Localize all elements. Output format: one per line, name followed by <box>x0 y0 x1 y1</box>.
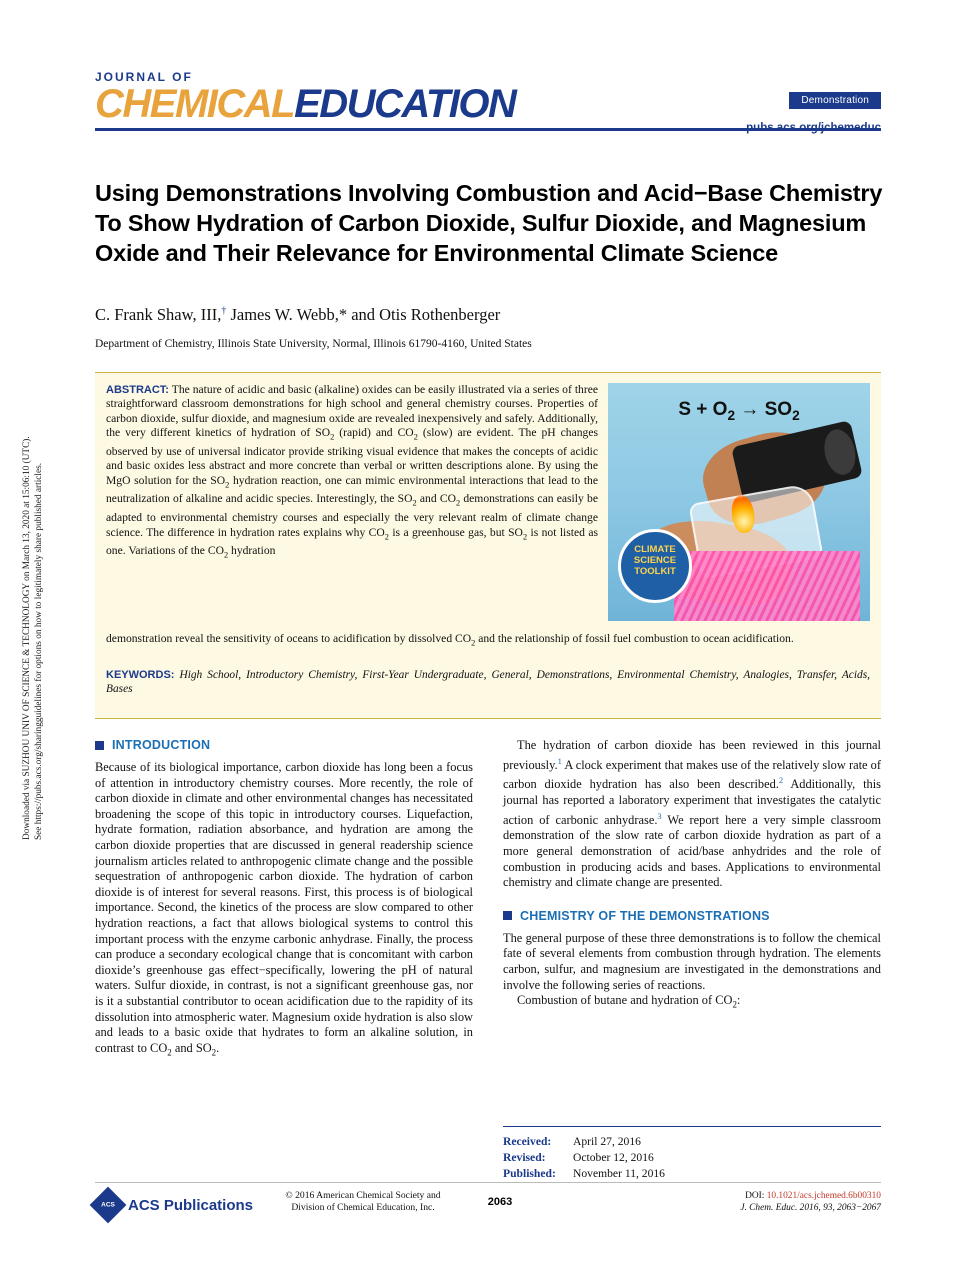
chemistry-paragraph-2: Combustion of butane and hydration of $CO_2$: <box>517 993 741 1010</box>
acs-publications-label: ACS Publications <box>128 1196 254 1214</box>
received-value: April 27, 2016 <box>573 1135 641 1148</box>
keywords-label: KEYWORDS: <box>106 669 175 681</box>
masthead <box>95 70 881 132</box>
revised-label: Revised: <box>503 1151 546 1164</box>
page-title: Using Demonstrations Involving Combustion and Acid−Base Chemistry To Show Hydration of Carbon Dioxide, Sulfur Dioxide, and Magnesium Oxide and Their Relevance for Environmental Climate Science <box>95 180 883 266</box>
toc-graphic <box>608 383 870 621</box>
tube-opening <box>820 426 860 478</box>
copyright-line-1: © 2016 American Chemical Society and <box>285 1190 441 1201</box>
citation: J. Chem. Educ. 2016, 93, 2063−2067 <box>740 1203 881 1213</box>
pink-indicator-solution <box>674 551 860 621</box>
page-number: 2063 <box>487 1196 513 1208</box>
keywords <box>106 668 870 697</box>
abstract-text-wide: demonstration reveal the sensitivity of oceans to acidification by dissolved $CO_2$ and the relationship of fossil fuel combustion to ocean acidification. <box>106 632 794 648</box>
toolkit-line2: SCIENCE <box>633 555 677 566</box>
column-left <box>95 738 473 1061</box>
journal-logo <box>95 84 881 124</box>
download-notice-line2: See https://pubs.acs.org/sharingguidelines for options on how to legitimately share published articles. <box>34 462 44 840</box>
section-marker-icon <box>503 911 512 920</box>
revised-value: October 12, 2016 <box>573 1151 654 1164</box>
toolkit-line1: CLIMATE <box>634 544 676 555</box>
author-list: C. Frank Shaw, III,† James W. Webb,* and Otis Rothenberger <box>95 305 501 324</box>
column-right <box>503 738 881 1013</box>
doi-block <box>740 1190 881 1214</box>
journal-logo-education: EDUCATION <box>294 82 516 126</box>
chemistry-body <box>503 931 881 1013</box>
section-heading-chemistry-label: CHEMISTRY OF THE DEMONSTRATIONS <box>520 908 770 923</box>
article-type-badge: Demonstration <box>789 92 881 109</box>
toc-equation: $S + O_2 \to SO_2$ <box>678 399 800 423</box>
abstract-text <box>106 383 598 563</box>
published-row <box>503 1166 881 1182</box>
doi-row <box>740 1190 881 1202</box>
journal-of-label: JOURNAL OF <box>95 70 193 84</box>
introduction-body <box>95 760 473 1061</box>
acs-publications-logo <box>95 1192 253 1218</box>
doi-label: DOI: <box>745 1191 765 1201</box>
right-column-body <box>503 738 881 891</box>
climate-science-toolkit-badge <box>618 529 692 603</box>
toolkit-line3: TOOLKIT <box>634 566 676 577</box>
download-notice-line1: Downloaded via SUZHOU UNIV OF SCIENCE & TECHNOLOGY on March 13, 2020 at 15:06:10 (UTC). <box>22 436 32 840</box>
masthead-rule <box>95 128 881 131</box>
section-heading-chemistry <box>503 909 881 923</box>
doi-link[interactable]: 10.1021/acs.jchemed.6b00310 <box>766 1191 881 1201</box>
published-label: Published: <box>503 1167 556 1180</box>
right-paragraph-1: The hydration of carbon dioxide has been reviewed in this journal previously.$^1$ A clock experiment that makes use of the relatively slow rate of carbon dioxide hydration has also been described.$^2$ Additionally, this journal has reported a laboratory experiment that investigates the catalytic action of carbonic anhydrase.$^3$ We report here a very simple classroom demonstration of the slow rate of carbon dioxide hydration as part of a more general demonstration of acid/base anhydrides and the role of combustion in producing acids and bases. Applications to environmental chemistry and climate change are presented. <box>503 738 882 890</box>
copyright-line-2: Division of Chemical Education, Inc. <box>291 1202 435 1213</box>
acs-diamond-icon <box>90 1187 127 1224</box>
published-value: November 11, 2016 <box>573 1167 665 1180</box>
section-heading-introduction <box>95 738 473 752</box>
received-row <box>503 1134 881 1150</box>
copyright <box>258 1190 468 1214</box>
affiliation: Department of Chemistry, Illinois State University, Normal, Illinois 61790-4160, United States <box>95 338 532 350</box>
revised-row <box>503 1150 881 1166</box>
section-heading-introduction-label: INTRODUCTION <box>112 738 211 752</box>
section-marker-icon <box>95 741 104 750</box>
journal-logo-chemical: CHEMICAL <box>95 82 295 126</box>
footer-rule <box>95 1182 881 1183</box>
keywords-list: High School, Introductory Chemistry, First-Year Undergraduate, General, Demonstrations, Environmental Chemistry, Analogies, Transfer, Acids, Bases <box>106 669 870 696</box>
received-label: Received: <box>503 1135 552 1148</box>
abstract-label: ABSTRACT: <box>106 384 169 396</box>
chemistry-paragraph-1: The general purpose of these three demonstrations is to follow the chemical fate of several elements from combustion through hydration. The elements carbon, sulfur, and magnesium are investigated in the demonstrations and involve the following series of reactions. <box>503 930 881 992</box>
introduction-paragraph-1: Because of its biological importance, carbon dioxide has long been a focus of attention in introductory chemistry courses. More recently, the role of carbon dioxide in climate and other environmental changes has necessitated broadening the scope of this topic in introductory courses. Liquefaction, hydrate formation, radiation absorbance, and hydration are among the carbon dioxide properties that are discussed in general readership science journalism articles related to anthropogenic climate change and the possible sequestration of anthropogenic carbon dioxide. The hydration of carbon dioxide is of interest for several reasons. First, this process is of biological importance. Second, the kinetics of the process are slow compared to other hydration reactions, a fact that allows biological systems to control this important process with the enzyme carbonic anhydrase. Finally, the process can produce a secondary ecological change that is concomitant with carbon dioxide’s greenhouse gas effect−specifically, lowering the pH of natural waters. Sulfur dioxide, in contrast, is not a significant greenhouse gas, nor is it a substantial contributor to ocean acidification due to the rapidity of its dissolution into atmospheric water. Magnesium oxide hydration is also slow and leads to a basic oxide that hydrates to form an alkaline solution, in contrast to $CO_2$ and $SO_2$. <box>95 760 473 1058</box>
abstract-body: The nature of acidic and basic (alkaline) oxides can be easily illustrated via a series of three straightforward classroom demonstrations for high school and general chemistry courses. Properties of carbon dioxide, sulfur dioxide, and magnesium oxide are revealed inexpensively and safely. Additionally, the very different kinetics of hydration of $SO_2$ (rapid) and $CO_2$ (slow) are evident. The pH changes observed by use of universal indicator provide striking visual evidence that makes the concepts of acidic and basic oxides less abstract and more concrete than verbal or written descriptions alone. By using the MgO solution for the $SO_2$ hydration reaction, one can mimic environmental interactions that lead to the neutralization of alkaline and acidic species. Interestingly, the $SO_2$ and $CO_2$ demonstrations can easily be adapted to environmental chemistry courses and especially the very relevant realm of climate change science. The difference in hydration rates explains why $CO_2$ is a greenhouse gas, but $SO_2$ is not listed as one. Variations of the $CO_2$ hydration <box>106 383 598 560</box>
publication-dates <box>503 1126 881 1182</box>
